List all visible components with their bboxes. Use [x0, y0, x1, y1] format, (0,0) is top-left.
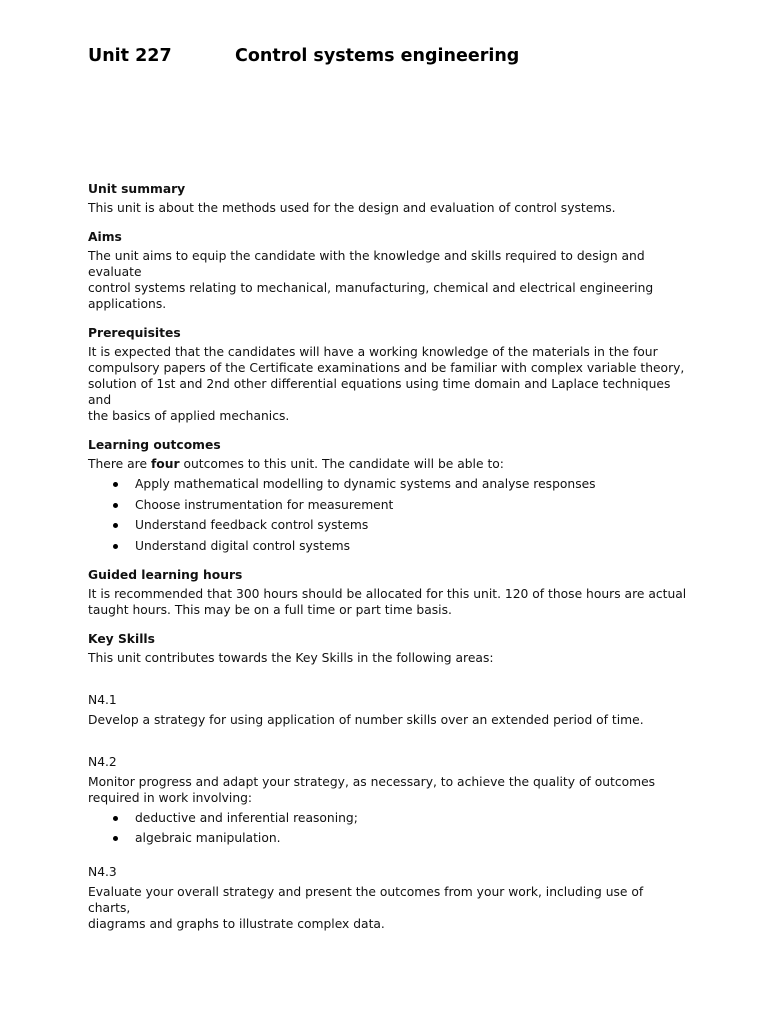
learning-outcomes-section	[88, 437, 688, 554]
list-item	[88, 830, 688, 846]
prerequisites-heading: Prerequisites	[88, 326, 181, 340]
skill-n42-list	[88, 810, 688, 847]
skill-code-n42: N4.2	[88, 754, 117, 769]
list-item-text: Choose instrumentation for measurement	[135, 497, 394, 512]
unit-summary-section	[88, 181, 688, 216]
list-item	[88, 497, 688, 513]
list-item-text: Apply mathematical modelling to dynamic systems and analyse responses	[135, 477, 596, 491]
prerequisites-line: solution of 1st and 2nd other differential equations using time domain and Laplace techniques and	[88, 377, 671, 407]
learning-outcomes-heading: Learning outcomes	[88, 438, 221, 452]
skill-text-n42: Monitor progress and adapt your strategy, as necessary, to achieve the quality of outcomes	[88, 774, 656, 789]
prerequisites-line: It is expected that the candidates will have a working knowledge of the materials in the four	[88, 345, 658, 359]
bullet-icon	[113, 816, 118, 821]
list-item	[88, 810, 688, 826]
aims-line: The unit aims to equip the candidate with the knowledge and skills required to design and evaluate	[88, 249, 645, 279]
prerequisites-section	[88, 325, 688, 424]
learning-outcomes-list	[88, 476, 688, 554]
skill-text-n42: required in work involving:	[88, 790, 253, 805]
list-item-text: Understand digital control systems	[135, 538, 351, 553]
list-item-text: deductive and inferential reasoning;	[135, 810, 358, 825]
aims-line: applications.	[88, 297, 167, 311]
bullet-icon	[113, 523, 118, 528]
intro-text-bold: four	[150, 457, 180, 471]
list-item	[88, 476, 688, 492]
unit-title: Control systems engineering	[235, 46, 520, 66]
unit-number: Unit 227	[88, 46, 172, 66]
key-skills-intro: This unit contributes towards the Key Skills in the following areas:	[88, 650, 494, 665]
bullet-icon	[113, 836, 118, 841]
learning-outcomes-intro	[88, 456, 688, 472]
guided-learning-hours-section	[88, 567, 688, 618]
aims-line: control systems relating to mechanical, manufacturing, chemical and electrical engineering	[88, 281, 654, 295]
skill-text-n43: Evaluate your overall strategy and present the outcomes from your work, including use of charts,	[88, 884, 644, 915]
bullet-icon	[113, 503, 118, 508]
unit-summary-heading: Unit summary	[88, 182, 186, 196]
unit-summary-text: This unit is about the methods used for the design and evaluation of control systems.	[88, 201, 616, 215]
skill-text-n43: diagrams and graphs to illustrate complex data.	[88, 916, 385, 931]
bullet-icon	[113, 544, 118, 549]
prerequisites-line: the basics of applied mechanics.	[88, 409, 290, 423]
intro-text-post: outcomes to this unit. The candidate will be able to:	[179, 457, 504, 471]
unit-content	[88, 181, 688, 945]
list-item-text: algebraic manipulation.	[135, 831, 281, 845]
guided-learning-hours-line: It is recommended that 300 hours should be allocated for this unit. 120 of those hours are actual	[88, 586, 687, 601]
key-skills-section	[88, 631, 688, 932]
list-item-text: Understand feedback control systems	[135, 518, 369, 532]
aims-heading: Aims	[88, 230, 122, 244]
bullet-icon	[113, 482, 118, 487]
skill-text-n41: Develop a strategy for using application of number skills over an extended period of time.	[88, 712, 644, 727]
guided-learning-hours-heading: Guided learning hours	[88, 567, 243, 582]
aims-section	[88, 229, 688, 312]
skill-code-n41: N4.1	[88, 692, 117, 707]
skill-code-n43: N4.3	[88, 864, 117, 879]
list-item	[88, 538, 688, 554]
key-skills-heading: Key Skills	[88, 631, 155, 646]
prerequisites-line: compulsory papers of the Certificate examinations and be familiar with complex variable theory,	[88, 361, 685, 375]
list-item	[88, 517, 688, 533]
guided-learning-hours-line: taught hours. This may be on a full time or part time basis.	[88, 602, 452, 617]
intro-text-pre: There are	[88, 457, 151, 471]
